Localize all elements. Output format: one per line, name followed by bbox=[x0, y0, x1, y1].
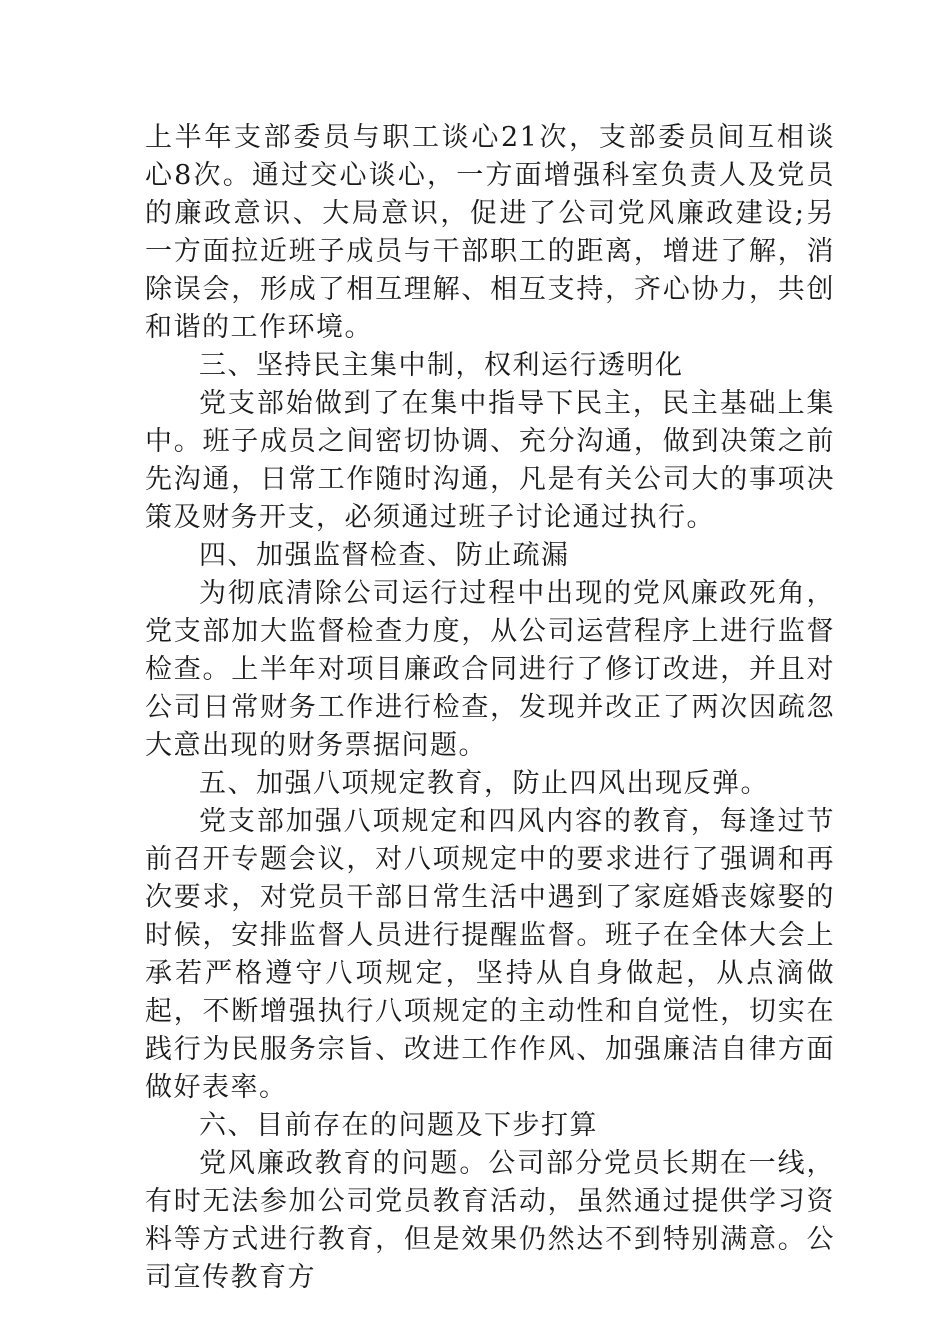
section-heading-3: 三、坚持民主集中制，权利运行透明化 bbox=[199, 350, 684, 381]
paragraph-section-4: 为彻底清除公司运行过程中出现的党风廉政死角，党支部加大监督检查力度，从公司运营程序上进行监督检查。上半年对项目廉政合同进行了修订改进，并且对公司日常财务工作进行检查，发现并改正了两次因疏忽大意出现的财务票据问题。 bbox=[145, 578, 835, 761]
paragraph-section-3: 党支部始做到了在集中指导下民主，民主基础上集中。班子成员之间密切协调、充分沟通，做到决策之前先沟通，日常工作随时沟通，凡是有关公司大的事项决策及财务开支，必须通过班子讨论通过执行。 bbox=[145, 388, 835, 533]
document-page bbox=[145, 119, 835, 1297]
paragraph-section-5: 党支部加强八项规定和四风内容的教育，每逢过节前召开专题会议，对八项规定中的要求进行了强调和再次要求，对党员干部日常生活中遇到了家庭婚丧嫁娶的时候，安排监督人员进行提醒监督。班子在全体大会上承若严格遵守八项规定，坚持从自身做起，从点滴做起，不断增强执行八项规定的主动性和自觉性，切实在践行为民服务宗旨、改进工作作风、加强廉洁自律方面做好表率。 bbox=[145, 806, 835, 1103]
section-heading-5: 五、加强八项规定教育，防止四风出现反弹。 bbox=[199, 768, 769, 799]
section-heading-6: 六、目前存在的问题及下步打算 bbox=[199, 1110, 598, 1141]
paragraph-intro: 上半年支部委员与职工谈心21次，支部委员间互相谈心8次。通过交心谈心，一方面增强科室负责人及党员的廉政意识、大局意识，促进了公司党风廉政建设;另一方面拉近班子成员与干部职工的距离，增进了解，消除误会，形成了相互理解、相互支持，齐心协力，共创和谐的工作环境。 bbox=[145, 122, 835, 343]
paragraph-section-6: 党风廉政教育的问题。公司部分党员长期在一线，有时无法参加公司党员教育活动，虽然通过提供学习资料等方式进行教育，但是效果仍然达不到特别满意。公司宣传教育方 bbox=[145, 1148, 835, 1293]
section-heading-4: 四、加强监督检查、防止疏漏 bbox=[199, 540, 570, 571]
